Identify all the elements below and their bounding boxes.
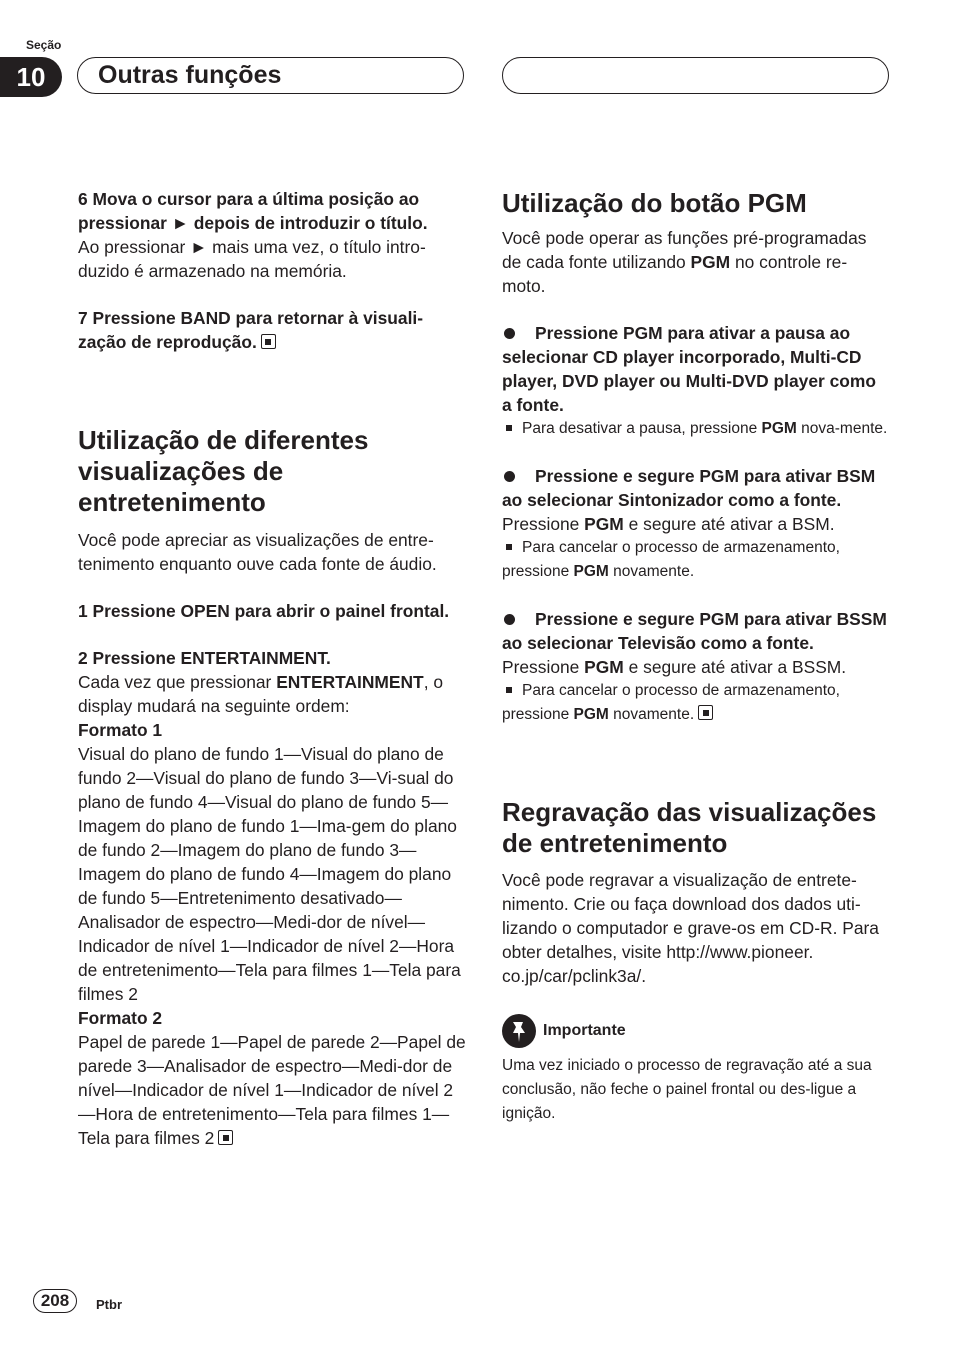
section-number: 10	[16, 61, 46, 92]
step-2-title: 2 Pressione ENTERTAINMENT.	[78, 648, 331, 668]
note-square-icon	[506, 544, 512, 550]
bullet-bsm-note: Para cancelar o processo de armazenamento, pressione PGM novamente.	[502, 539, 840, 580]
page-number: 208	[33, 1289, 77, 1313]
section-number-badge	[0, 57, 62, 97]
bullet-bsm-body: Pressione PGM e segure até ativar a BSM.	[502, 514, 835, 534]
format-2-label: Formato 2	[78, 1008, 163, 1028]
bullet-icon	[504, 614, 515, 625]
format-1-text: Visual do plano de fundo 1—Visual do plano de fundo 2—Visual do plano de fundo 3—Vi-sual do plano de fundo 4—Visual do plano de fundo 5—Imagem do plano de fundo 1—Ima-gem do plano de fundo 2—Imagem do plano de fundo 3—Imagem do plano de fundo 4—Imagem do plano de fundo 5—Entretenimento desativado—Analisador de espectro—Medi-dor de nível—Indicador de nível 1—Indicador de nível 2—Hora de entretenimento—Tela para filmes 1—Tela para filmes 2	[78, 744, 461, 1004]
language-code: Ptbr	[96, 1297, 122, 1312]
end-mark-icon	[698, 705, 713, 720]
bullet-icon	[504, 328, 515, 339]
end-mark-icon	[218, 1130, 233, 1145]
note-square-icon	[506, 425, 512, 431]
bullet-pause-note: Para desativar a pausa, pressione PGM nova-mente.	[502, 417, 890, 441]
bullet-bssm-body: Pressione PGM e segure até ativar a BSSM.	[502, 657, 847, 677]
important-label: Importante	[543, 1022, 626, 1039]
important-header	[502, 1014, 890, 1048]
step-7-title: 7 Pressione BAND para retornar à visuali-zação de reprodução.	[78, 308, 424, 352]
section-title-box	[77, 57, 464, 94]
left-column	[78, 187, 466, 1150]
note-square-icon	[506, 687, 512, 693]
section-label: Seção	[26, 38, 62, 52]
header-empty-box	[502, 57, 889, 94]
important-text: Uma vez iniciado o processo de regravação até a sua conclusão, não feche o painel frontal ou des-ligue a ignição.	[502, 1057, 872, 1122]
right-column	[502, 187, 890, 1126]
bullet-pause-title: Pressione PGM para ativar a pausa ao selecionar CD player incorporado, Multi-CD player, DVD player ou Multi-DVD player como a fonte.	[502, 323, 876, 415]
bullet-icon	[504, 471, 515, 482]
pgm-intro: Você pode operar as funções pré-programadas de cada fonte utilizando PGM no controle re-moto.	[502, 228, 867, 296]
format-2-text: Papel de parede 1—Papel de parede 2—Papel de parede 3—Analisador de espectro—Medi-dor de nível—Indicador de nível 1—Indicador de nível 2—Hora de entretenimento—Tela para filmes 1—Tela para filmes 2	[78, 1032, 466, 1148]
bullet-bssm-title: Pressione e segure PGM para ativar BSSM ao selecionar Televisão como a fonte.	[502, 609, 887, 653]
rerecord-text: Você pode regravar a visualização de entrete-nimento. Crie ou faça download dos dados uti-lizando o computador e grave-os em CD-R. Para obter detalhes, visite http://www.pioneer. co.jp/car/pclink3a/.	[502, 870, 879, 986]
section-title: Outras funções	[98, 61, 282, 89]
step-6-title: 6 Mova o cursor para a última posição ao pressionar ► depois de introduzir o título.	[78, 189, 428, 233]
heading-entertainment: Utilização de diferentes visualizações de entretenimento	[78, 425, 369, 517]
step-1-title: 1 Pressione OPEN para abrir o painel frontal.	[78, 601, 450, 621]
entertainment-intro: Você pode apreciar as visualizações de entre-tenimento enquanto ouve cada fonte de áudio.	[78, 530, 437, 574]
heading-pgm: Utilização do botão PGM	[502, 188, 807, 218]
format-1-label: Formato 1	[78, 720, 163, 740]
step-6-body: Ao pressionar ► mais uma vez, o título intro-duzido é armazenado na memória.	[78, 237, 426, 281]
heading-rerecord: Regravação das visualizações de entretenimento	[502, 797, 877, 858]
end-mark-icon	[261, 334, 276, 349]
bullet-bsm-title: Pressione e segure PGM para ativar BSM ao selecionar Sintonizador como a fonte.	[502, 466, 876, 510]
important-pin-icon	[502, 1014, 536, 1048]
step-2-body: Cada vez que pressionar ENTERTAINMENT, o display mudará na seguinte ordem:	[78, 672, 444, 716]
bullet-bssm-note: Para cancelar o processo de armazenamento, pressione PGM novamente.	[502, 682, 840, 723]
